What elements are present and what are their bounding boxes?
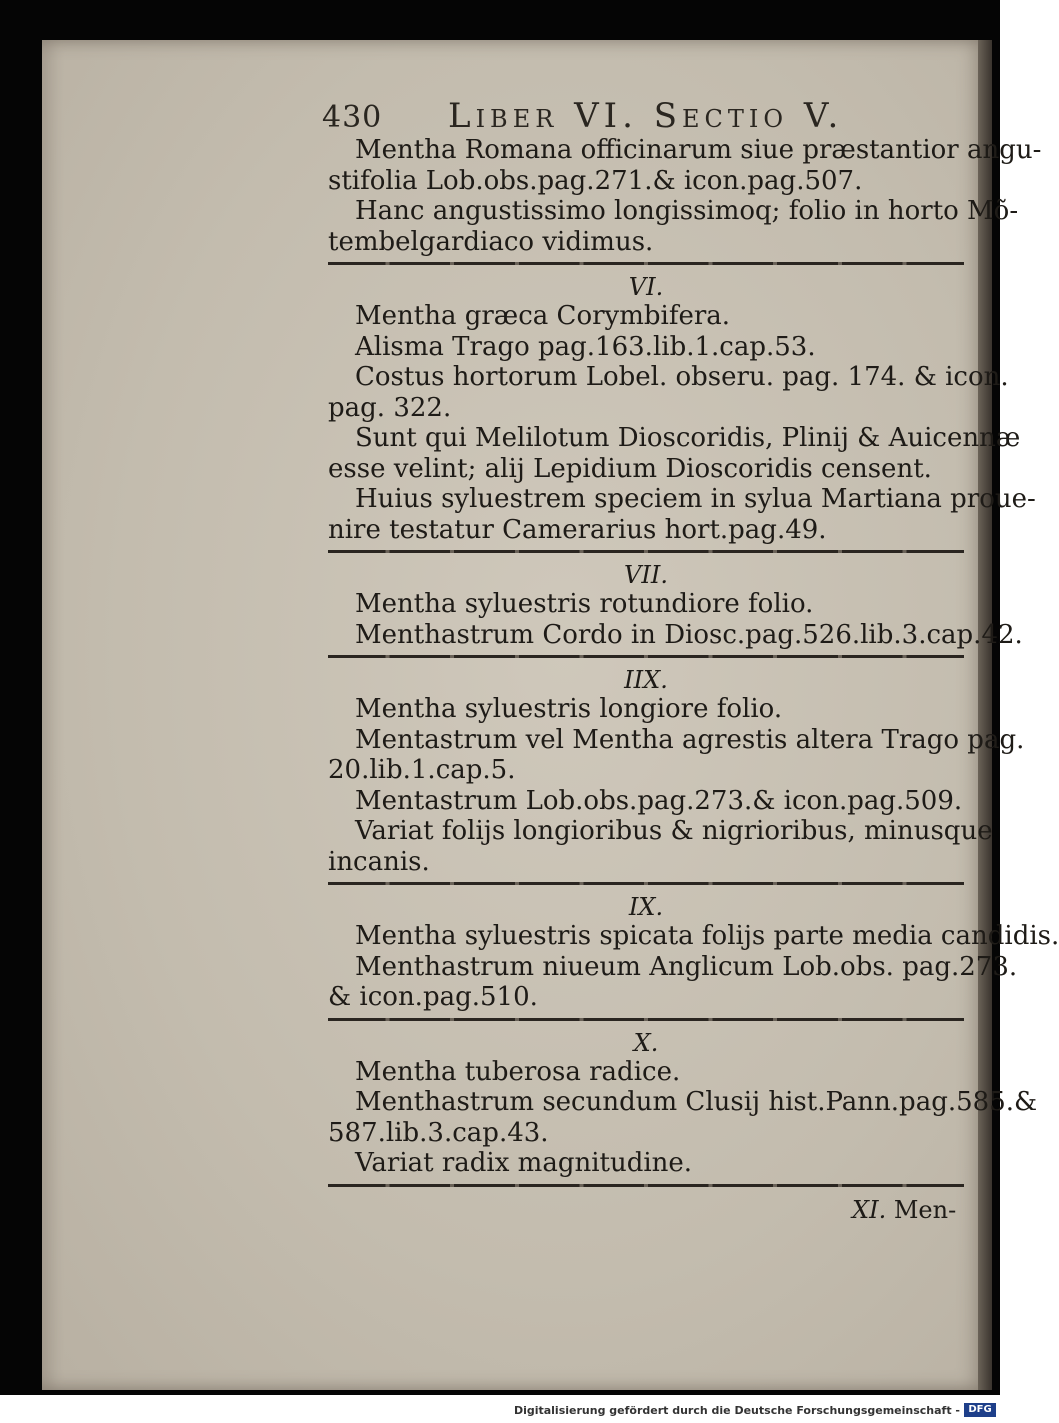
text-line: pag. 322. xyxy=(328,392,452,423)
catchword-word: Men- xyxy=(893,1196,957,1224)
text-line: Huius syluestrem speciem in sylua Martiana proue- xyxy=(355,484,1036,514)
section-number: VII. xyxy=(624,561,668,589)
text-line: Mentha græca Corymbifera. xyxy=(355,301,731,331)
catchword-numeral: XI. xyxy=(852,1196,887,1224)
text-line: Variat radix magnitudine. xyxy=(355,1148,693,1178)
text-line: incanis. xyxy=(328,846,430,877)
section-divider xyxy=(328,1018,964,1021)
text-line: 20.lib.1.cap.5. xyxy=(328,755,516,785)
page-header xyxy=(322,96,962,136)
text-line: Mentha tuberosa radice. xyxy=(355,1056,681,1087)
text-line: Costus hortorum Lobel. obseru. pag. 174. & icon. xyxy=(355,362,1009,392)
section-divider xyxy=(328,550,964,553)
running-title: Liber VI. Sectio V. xyxy=(448,96,844,136)
section-divider xyxy=(328,655,964,658)
section-number: IX. xyxy=(628,893,664,921)
section-number: IIX. xyxy=(624,666,668,694)
text-line: Hanc angustissimo longissimoq; folio in horto Mõ- xyxy=(355,196,1019,226)
section-divider xyxy=(328,882,964,885)
text-line: Menthastrum niueum Anglicum Lob.obs. pag.273. xyxy=(355,951,1018,982)
page-body xyxy=(328,135,1059,1189)
text-line: Mentha syluestris rotundiore folio. xyxy=(355,589,814,619)
text-line: Variat folijs longioribus & nigrioribus, minusque xyxy=(355,816,993,846)
text-line: Mentastrum vel Mentha agrestis altera Trago pag. xyxy=(355,724,1025,755)
text-line: 587.lib.3.cap.43. xyxy=(328,1117,549,1148)
text-line: tembelgardiaco vidimus. xyxy=(328,226,654,257)
section-number: X. xyxy=(633,1028,659,1057)
text-line: stifolia Lob.obs.pag.271.& icon.pag.507. xyxy=(328,165,863,196)
text-line: esse velint; alij Lepidium Dioscoridis censent. xyxy=(328,453,932,484)
text-line: Mentha Romana officinarum siue præstantior angu- xyxy=(355,135,1042,165)
digitization-footer xyxy=(0,1397,1000,1423)
text-line: Sunt qui Melilotum Dioscoridis, Plinij & Auicennæ xyxy=(355,423,1021,453)
page-edge xyxy=(978,40,992,1390)
section-divider xyxy=(328,1184,964,1187)
text-line: Mentastrum Lob.obs.pag.273.& icon.pag.509. xyxy=(355,785,963,816)
catchword xyxy=(852,1196,956,1224)
text-line: Menthastrum Cordo in Diosc.pag.526.lib.3.cap.42. xyxy=(355,619,1023,650)
section-divider xyxy=(328,262,964,265)
text-line: Mentha syluestris spicata folijs parte media candidis. xyxy=(355,921,1059,951)
text-line: & icon.pag.510. xyxy=(328,982,538,1012)
text-line: Mentha syluestris longiore folio. xyxy=(355,694,783,724)
section-number: VI. xyxy=(628,273,664,301)
text-line: Menthastrum secundum Clusij hist.Pann.pag.585.& xyxy=(355,1087,1038,1117)
folio-number: 430 xyxy=(322,100,383,135)
dfg-logo: DFG xyxy=(964,1403,996,1417)
footer-credit: Digitalisierung gefördert durch die Deutsche Forschungsgemeinschaft - xyxy=(513,1404,960,1417)
text-line: Alisma Trago pag.163.lib.1.cap.53. xyxy=(355,331,816,362)
text-line: nire testatur Camerarius hort.pag.49. xyxy=(328,514,827,545)
